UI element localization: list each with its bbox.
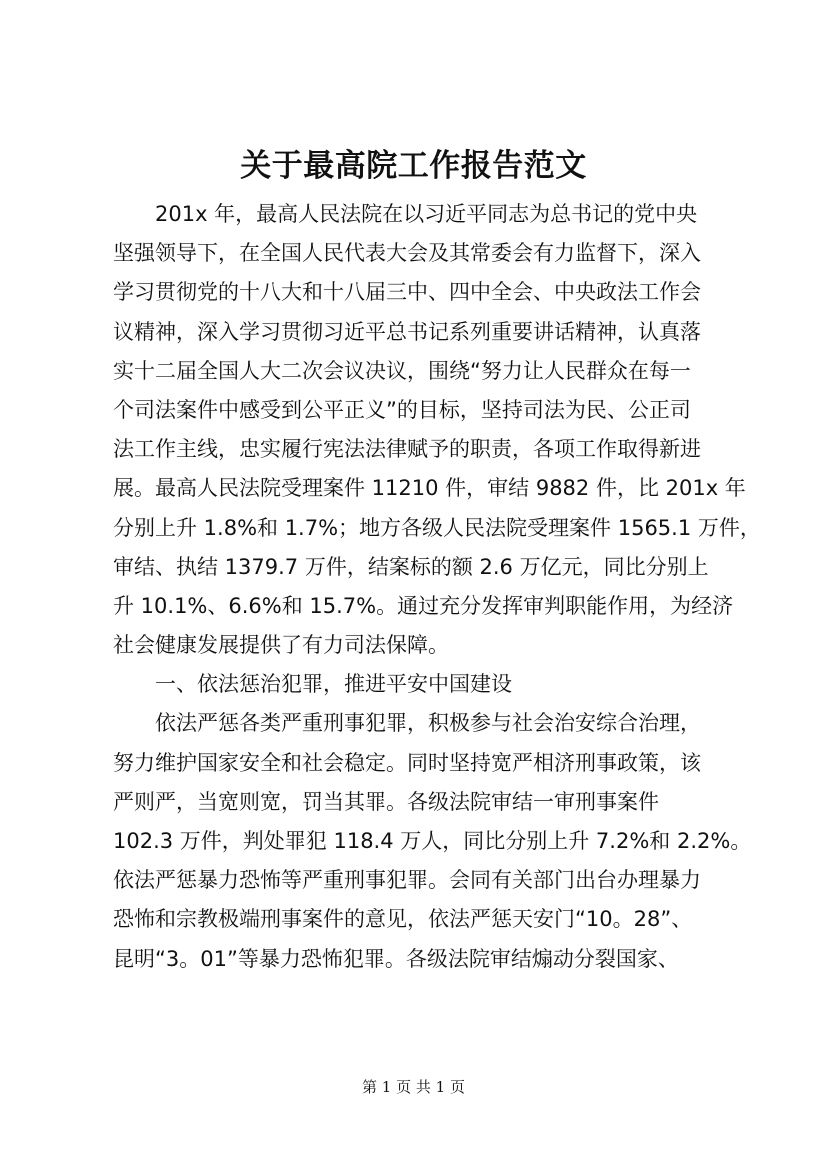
text-line: 学习贯彻党的十八大和十八届三中、四中全会、中央政法工作会 [113,280,701,305]
text-line: 坚强领导下，在全国人民代表大会及其常委会有力监督下，深入 [113,241,701,266]
text-line: 201x 年，最高人民法院在以习近平同志为总书记的党中央 [155,202,698,226]
text-line: 分别上升 1.8%和 1.7%；地方各级人民法院受理案件 1565.1 万件， [113,515,761,540]
page-number-footer: 第 1 页 共 1 页 [362,1078,465,1096]
text-line: 个司法案件中感受到公平正义”的目标，坚持司法为民、公正司 [113,397,691,422]
text-line: 法工作主线，忠实履行宪法法律赋予的职责，各项工作取得新进 [113,437,701,462]
text-line: 努力维护国家安全和社会稳定。同时坚持宽严相济刑事政策，该 [113,750,701,775]
document-body [113,195,761,979]
text-line: 依法严惩暴力恐怖等严重刑事犯罪。会同有关部门出台办理暴力 [113,868,701,893]
text-line: 依法严惩各类严重刑事犯罪，积极参与社会治安综合治理， [155,711,701,736]
text-line: 议精神，深入学习贯彻习近平总书记系列重要讲话精神，认真落 [113,319,701,344]
text-line: 实十二届全国人大二次会议决议，围绕“努力让人民群众在每一 [113,358,691,383]
text-line: 展。最高人民法院受理案件 11210 件，审结 9882 件，比 201x 年 [113,476,746,501]
text-line: 102.3 万件，判处罪犯 118.4 万人，同比分别上升 7.2%和 2.2%。 [113,829,752,853]
text-line: 严则严，当宽则宽，罚当其罪。各级法院审结一审刑事案件 [113,789,659,814]
section-heading: 一、依法惩治犯罪，推进平安中国建设 [155,672,512,697]
text-line: 昆明“3。01”等暴力恐怖犯罪。各级法院审结煽动分裂国家、 [113,946,679,971]
text-line: 审结、执结 1379.7 万件，结案标的额 2.6 万亿元，同比分别上 [113,554,709,579]
text-line: 升 10.1%、6.6%和 15.7%。通过充分发挥审判职能作用，为经济 [113,593,734,618]
text-line: 社会健康发展提供了有力司法保障。 [113,633,449,658]
document-title: 关于最高院工作报告范文 [240,148,587,184]
text-line: 恐怖和宗教极端刑事案件的意见，依法严惩天安门“10。28”、 [113,907,693,932]
